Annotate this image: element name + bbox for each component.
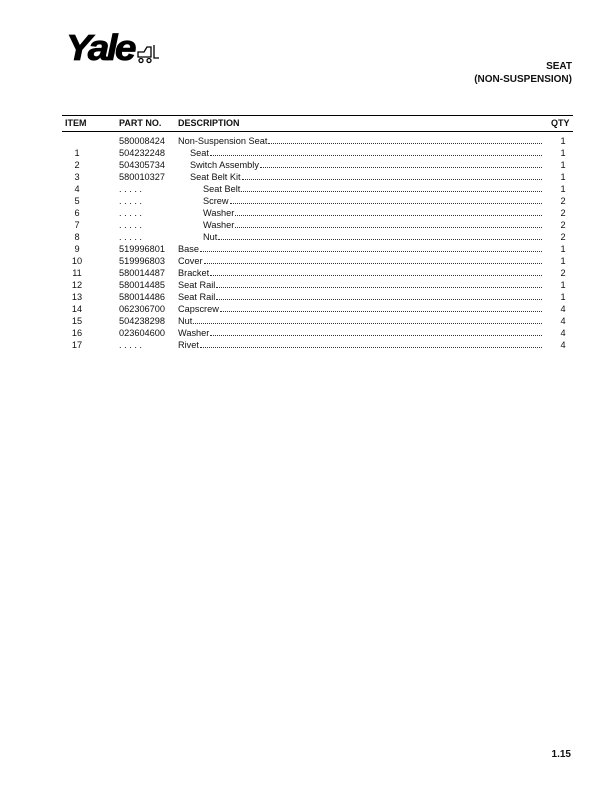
part-number: . . . . . — [119, 208, 142, 218]
item-number: 13 — [71, 292, 83, 302]
part-number: 519996801 — [119, 244, 165, 254]
item-number: 12 — [71, 280, 83, 290]
quantity: 1 — [560, 172, 566, 182]
description-cell — [190, 159, 542, 171]
quantity: 4 — [560, 304, 566, 314]
dot-leader — [193, 315, 542, 324]
item-number: 7 — [74, 220, 80, 230]
quantity: 1 — [560, 256, 566, 266]
part-number: 062306700 — [119, 304, 165, 314]
title-line-1: SEAT — [546, 61, 572, 72]
dot-leader — [204, 255, 542, 264]
description-cell — [203, 195, 542, 207]
description-cell — [203, 183, 542, 195]
description: Cover — [178, 256, 203, 266]
item-number: 16 — [71, 328, 83, 338]
page-number: 1.15 — [551, 749, 571, 760]
dot-leader — [241, 183, 542, 192]
description: Bracket — [178, 268, 210, 278]
table-row — [0, 183, 605, 195]
description-cell — [178, 243, 542, 255]
quantity: 1 — [560, 136, 566, 146]
part-number: . . . . . — [119, 184, 142, 194]
quantity: 2 — [560, 196, 566, 206]
description-cell — [203, 219, 542, 231]
dot-leader — [200, 339, 542, 348]
description-cell — [178, 315, 542, 327]
dot-leader — [235, 207, 542, 216]
dot-leader — [220, 303, 542, 312]
part-number: 504238298 — [119, 316, 165, 326]
description-cell — [178, 291, 542, 303]
table-row — [0, 219, 605, 231]
description: Base — [178, 244, 199, 254]
dot-leader — [268, 135, 542, 144]
description-cell — [178, 279, 542, 291]
quantity: 1 — [560, 292, 566, 302]
table-row — [0, 255, 605, 267]
quantity: 1 — [560, 184, 566, 194]
dot-leader — [210, 267, 542, 276]
dot-leader — [210, 147, 542, 156]
quantity: 4 — [560, 340, 566, 350]
page-title — [474, 60, 572, 86]
description: Rivet — [178, 340, 199, 350]
table-row — [0, 159, 605, 171]
quantity: 2 — [560, 220, 566, 230]
description-cell — [178, 327, 542, 339]
item-number: 3 — [74, 172, 80, 182]
title-line-2: (NON-SUSPENSION) — [474, 74, 572, 85]
description-cell — [190, 171, 542, 183]
part-number: 504305734 — [119, 160, 165, 170]
dot-leader — [235, 219, 542, 228]
column-header-part-no: PART NO. — [119, 118, 162, 128]
description-cell — [178, 267, 542, 279]
table-row — [0, 303, 605, 315]
item-number: 15 — [71, 316, 83, 326]
part-number: . . . . . — [119, 196, 142, 206]
part-number: 580014486 — [119, 292, 165, 302]
part-number: . . . . . — [119, 220, 142, 230]
quantity: 2 — [560, 268, 566, 278]
header-bottom-rule — [62, 131, 573, 132]
description: Switch Assembly — [190, 160, 259, 170]
quantity: 1 — [560, 160, 566, 170]
table-row — [0, 135, 605, 147]
quantity: 4 — [560, 328, 566, 338]
header-top-rule — [62, 115, 573, 116]
description: Nut — [178, 316, 193, 326]
description: Seat Belt — [203, 184, 241, 194]
description: Seat Rail — [178, 280, 216, 290]
quantity: 2 — [560, 232, 566, 242]
quantity: 2 — [560, 208, 566, 218]
item-number: 5 — [74, 196, 80, 206]
table-row — [0, 291, 605, 303]
forklift-icon — [136, 44, 160, 64]
description-cell — [178, 339, 542, 351]
part-number: 580010327 — [119, 172, 165, 182]
item-number: 11 — [72, 268, 82, 278]
table-row — [0, 147, 605, 159]
description: Non-Suspension Seat — [178, 136, 268, 146]
item-number: 4 — [74, 184, 80, 194]
item-number: 1 — [74, 148, 80, 158]
table-row — [0, 327, 605, 339]
table-row — [0, 231, 605, 243]
item-number: 17 — [71, 340, 83, 350]
dot-leader — [260, 159, 542, 168]
table-row — [0, 243, 605, 255]
description-cell — [203, 231, 542, 243]
quantity: 1 — [560, 148, 566, 158]
part-number: 023604600 — [119, 328, 165, 338]
part-number: . . . . . — [119, 232, 142, 242]
part-number: 580014487 — [119, 268, 165, 278]
dot-leader — [218, 231, 542, 240]
brand-name: Yale — [66, 27, 134, 68]
table-row — [0, 279, 605, 291]
quantity: 4 — [560, 316, 566, 326]
dot-leader — [210, 327, 542, 336]
part-number: 504232248 — [119, 148, 165, 158]
column-header-item: ITEM — [65, 118, 87, 128]
part-number: 580014485 — [119, 280, 165, 290]
item-number: 8 — [74, 232, 80, 242]
description: Seat — [190, 148, 209, 158]
table-row — [0, 207, 605, 219]
item-number: 14 — [71, 304, 83, 314]
quantity: 1 — [560, 280, 566, 290]
dot-leader — [216, 279, 542, 288]
table-row — [0, 339, 605, 351]
item-number: 9 — [74, 244, 80, 254]
dot-leader — [216, 291, 542, 300]
description: Screw — [203, 196, 229, 206]
description-cell — [203, 207, 542, 219]
table-row — [0, 315, 605, 327]
part-number: 519996803 — [119, 256, 165, 266]
yale-logo — [66, 27, 160, 68]
table-row — [0, 171, 605, 183]
description: Washer — [203, 208, 235, 218]
description: Capscrew — [178, 304, 219, 314]
item-number: 6 — [74, 208, 80, 218]
dot-leader — [230, 195, 542, 204]
dot-leader — [200, 243, 542, 252]
item-number: 2 — [74, 160, 80, 170]
column-header-description: DESCRIPTION — [178, 118, 240, 128]
description-cell — [178, 135, 542, 147]
description-cell — [178, 303, 542, 315]
column-header-qty: QTY — [551, 118, 570, 128]
description: Washer — [178, 328, 210, 338]
quantity: 1 — [560, 244, 566, 254]
description: Nut — [203, 232, 218, 242]
dot-leader — [242, 171, 542, 180]
item-number: 10 — [71, 256, 83, 266]
description: Seat Belt Kit — [190, 172, 241, 182]
table-row — [0, 267, 605, 279]
description-cell — [178, 255, 542, 267]
description: Washer — [203, 220, 235, 230]
part-number: . . . . . — [119, 340, 142, 350]
description-cell — [190, 147, 542, 159]
description: Seat Rail — [178, 292, 216, 302]
part-number: 580008424 — [119, 136, 165, 146]
table-row — [0, 195, 605, 207]
